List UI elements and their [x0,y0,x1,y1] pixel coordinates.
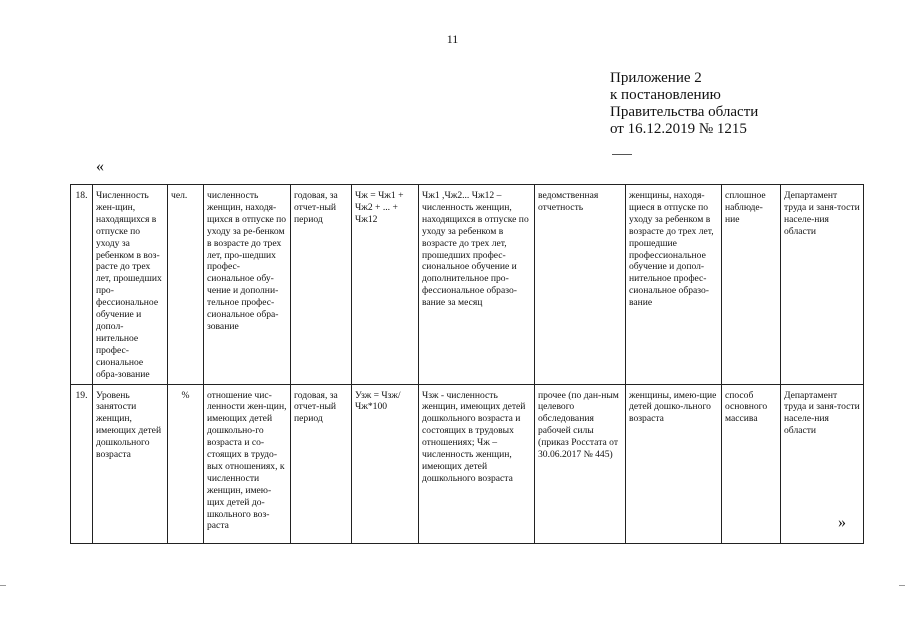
row-number: 19. [71,384,93,543]
indicator-name: Численность жен-щин, находящихся в отпуске по уходу за ребенком в воз-расте до трех лет, прошедших про-фессиональное обучение и допол-нительное профес-сиональное обра-зование [93,185,168,385]
source-cell: прочее (по дан-ным целевого обследования рабочей силы (приказ Росстата от 30.06.2017 № 445) [535,384,626,543]
source-cell: ведомственная отчетность [535,185,626,385]
appendix-date: от 16.12.2019 № 1215 [610,121,747,137]
scan-edge-mark-left [0,585,6,586]
indicator-name: Уровень занятости женщин, имеющих детей дошкольного возраста [93,384,168,543]
unit-cell: чел. [168,185,204,385]
table-row [71,185,864,385]
appendix-authority: Правительства области [610,104,759,120]
method-cell: сплошное наблюде-ние [722,185,781,385]
definition-cell: численность женщин, находя-щихся в отпуске по уходу за ре-бенком в возрасте до трех лет, про-шедших профес-сиональное обу-чение и дополни-тельное профес-сиональное обра-зование [204,185,291,385]
responsible-cell: Департамент труда и заня-тости населе-ния области [781,384,864,543]
definition-cell: отношение чис-ленности жен-щин, имеющих детей дошкольно-го возраста и со-стоящих в трудо-вых отношениях, к численности женщин, имею-щих детей до-школьного воз-раста [204,384,291,543]
quote-open: « [96,158,104,175]
scan-edge-mark-right [899,585,905,586]
appendix-reference: к постановлению [610,87,721,103]
responsible-cell: Департамент труда и заня-тости населе-ния области [781,185,864,385]
appendix-header [610,70,758,138]
row-number: 18. [71,185,93,385]
page-number: 11 [446,32,459,46]
periodicity-cell: годовая, за отчет-ный период [291,185,352,385]
table-row [71,384,864,543]
indicators-table [70,184,864,544]
population-cell: женщины, имею-щие детей дошко-льного возраста [626,384,722,543]
variables-cell: Чж1 ,Чж2... Чж12 – численность женщин, находящихся в отпуске по уходу за ребенком в возрасте до трех лет, прошедших профес-сиональное обучение и дополнительное про-фессиональное образо-вание за месяц [419,185,535,385]
appendix-title: Приложение 2 [610,70,702,86]
variables-cell: Чзж - численность женщин, имеющих детей дошкольного возраста и состоящих в трудовых отношениях; Чж – численность женщин, имеющих детей дошкольного возраста [419,384,535,543]
periodicity-cell: годовая, за отчет-ный период [291,384,352,543]
formula-cell: Узж = Чзж/Чж*100 [352,384,419,543]
method-cell: способ основного массива [722,384,781,543]
population-cell: женщины, находя-щиеся в отпуске по уходу за ребенком в возрасте до трех лет, прошедшие профессиональное обучение и допол-нительное профес-сиональное образо-вание [626,185,722,385]
formula-cell: Чж = Чж1 + Чж2 + ... + Чж12 [352,185,419,385]
quote-close: » [838,514,846,531]
unit-cell: % [168,384,204,543]
header-divider [612,154,632,155]
